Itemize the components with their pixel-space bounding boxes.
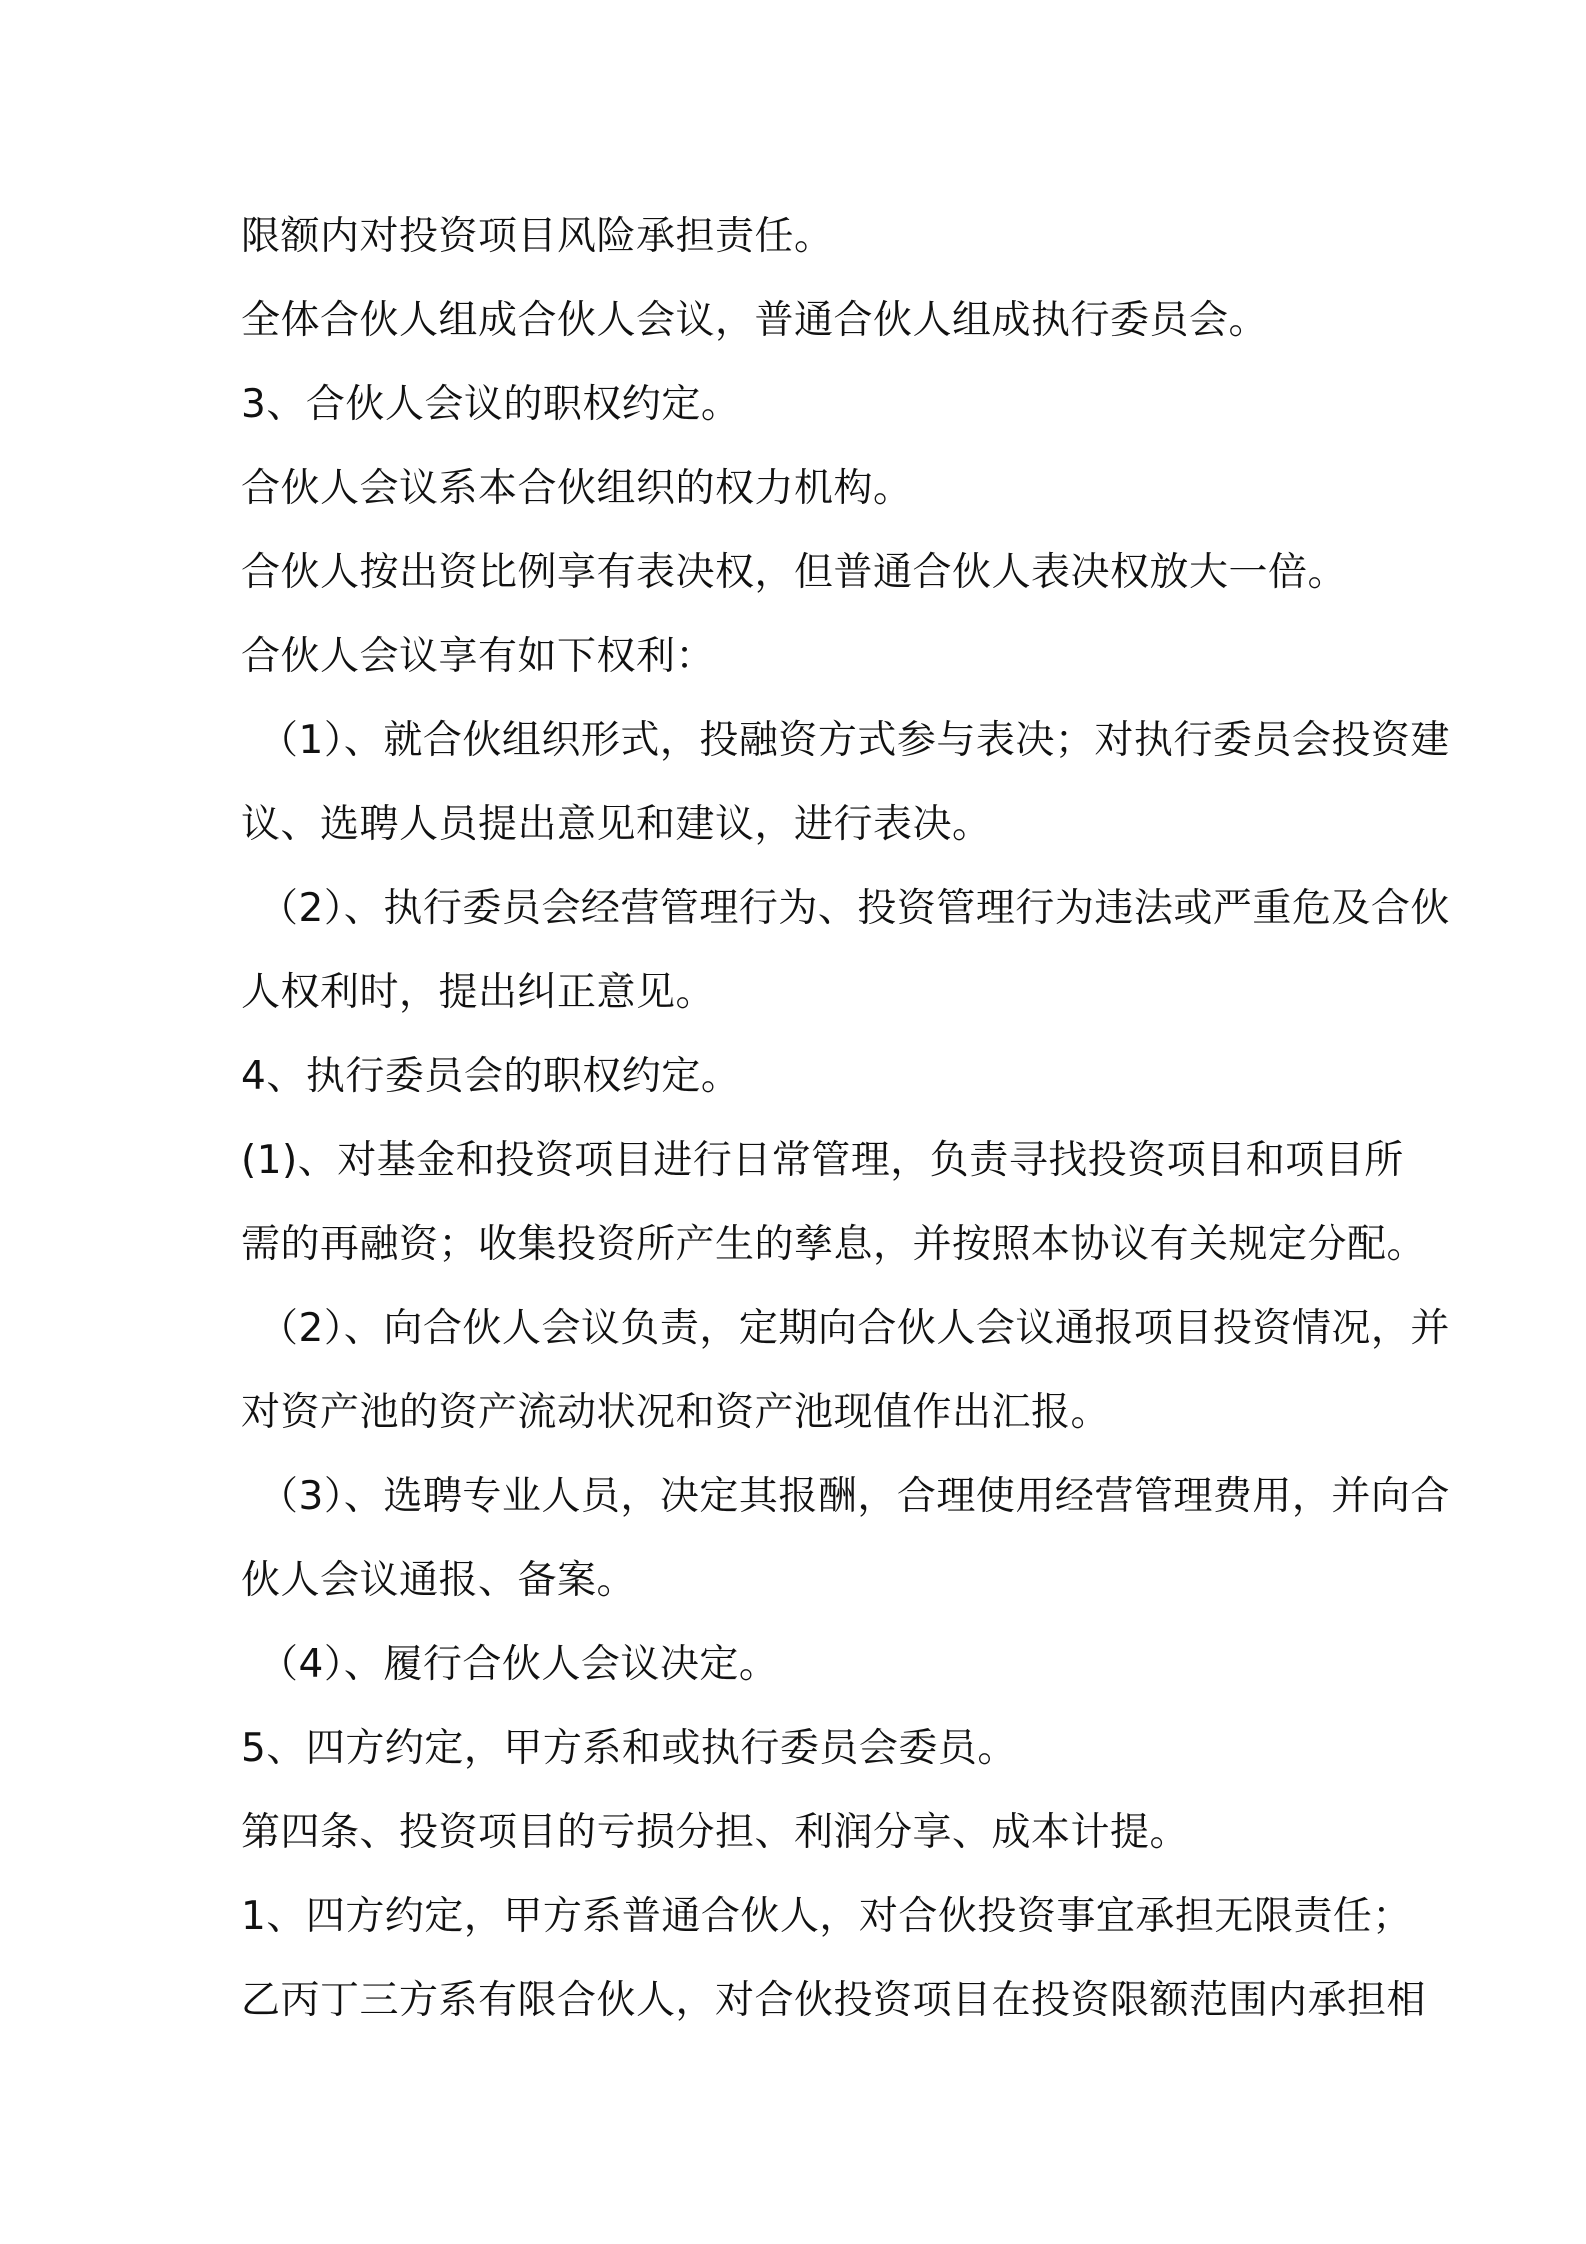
- text-line: 3、合伙人会议的职权约定。: [241, 382, 741, 427]
- text-line: (1)、对基金和投资项目进行日常管理，负责寻找投资项目和项目所: [241, 1138, 1404, 1183]
- text-line: 议、选聘人员提出意见和建议，进行表决。: [241, 802, 992, 847]
- text-line: 限额内对投资项目风险承担责任。: [241, 214, 834, 259]
- text-line: 需的再融资；收集投资所产生的孳息，并按照本协议有关规定分配。: [241, 1222, 1427, 1267]
- text-line: 人权利时，提出纠正意见。: [241, 970, 716, 1015]
- text-line: 伙人会议通报、备案。: [241, 1558, 637, 1603]
- text-line: （1）、就合伙组织形式，投融资方式参与表决；对执行委员会投资建: [259, 718, 1450, 763]
- text-line: 第四条、投资项目的亏损分担、利润分享、成本计提。: [241, 1810, 1190, 1855]
- text-line: 1、四方约定，甲方系普通合伙人，对合伙投资事宜承担无限责任；: [241, 1894, 1412, 1939]
- text-line: （2）、执行委员会经营管理行为、投资管理行为违法或严重危及合伙: [259, 886, 1450, 931]
- text-line: （3）、选聘专业人员，决定其报酬，合理使用经营管理费用，并向合: [259, 1474, 1450, 1519]
- text-line: 对资产池的资产流动状况和资产池现值作出汇报。: [241, 1390, 1111, 1435]
- text-line: 乙丙丁三方系有限合伙人，对合伙投资项目在投资限额范围内承担相: [241, 1978, 1427, 2023]
- text-line: （4）、履行合伙人会议决定。: [259, 1642, 779, 1687]
- text-line: 合伙人会议享有如下权利：: [241, 634, 716, 679]
- text-line: （2）、向合伙人会议负责，定期向合伙人会议通报项目投资情况，并: [259, 1306, 1450, 1351]
- document-body: [241, 195, 1450, 2043]
- text-line: 5、四方约定，甲方系和或执行委员会委员。: [241, 1726, 1017, 1771]
- text-line: 全体合伙人组成合伙人会议，普通合伙人组成执行委员会。: [241, 298, 1269, 343]
- text-line: 合伙人按出资比例享有表决权，但普通合伙人表决权放大一倍。: [241, 550, 1348, 595]
- text-line: 4、执行委员会的职权约定。: [241, 1054, 741, 1099]
- text-line: 合伙人会议系本合伙组织的权力机构。: [241, 466, 913, 511]
